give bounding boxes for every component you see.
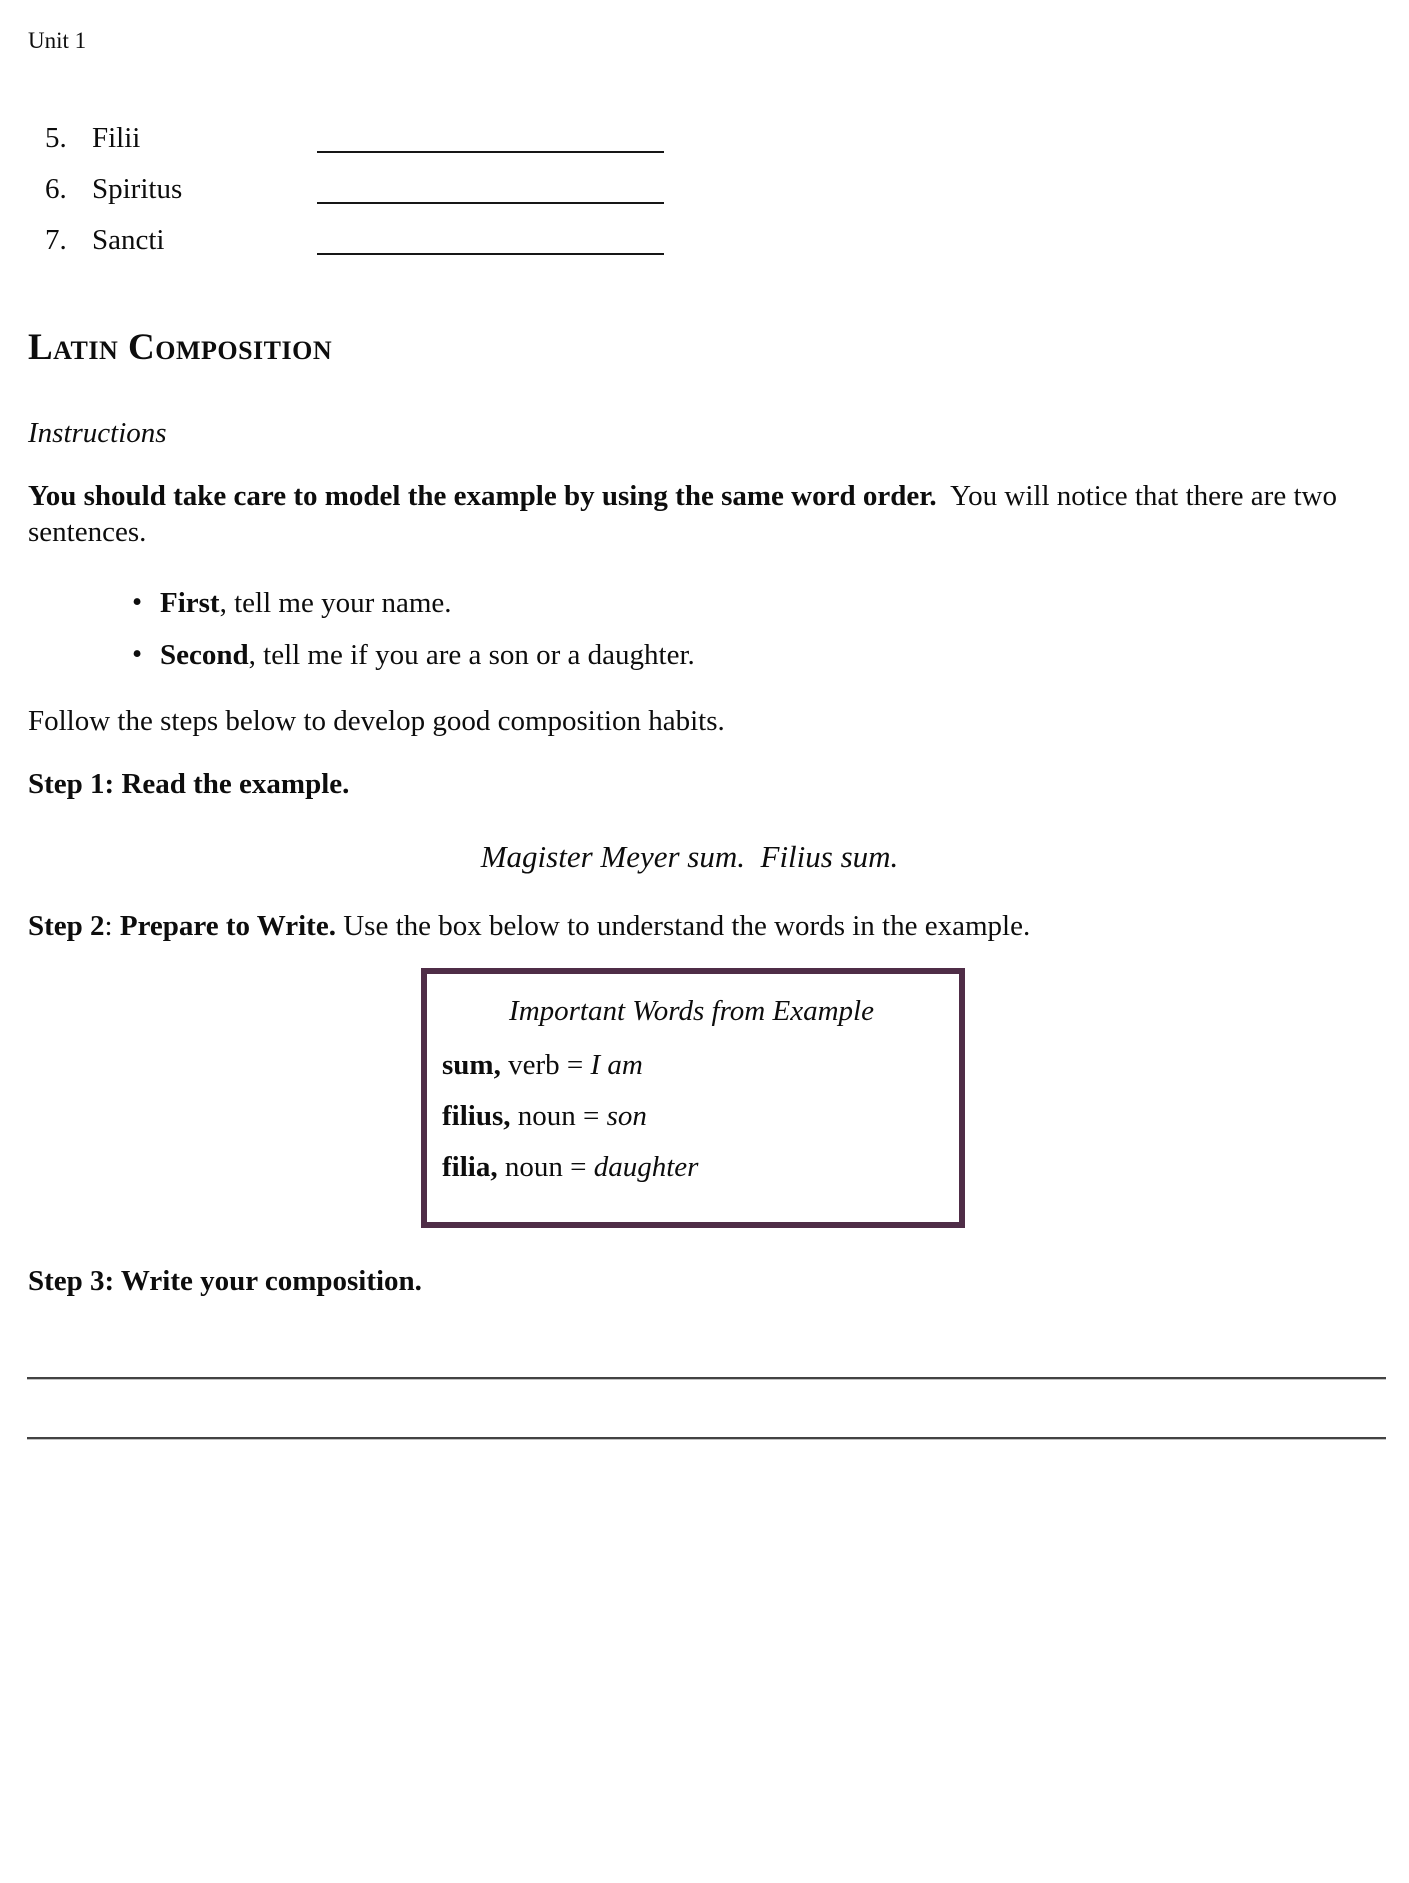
step3-heading: Step 3: Write your composition. [28, 1265, 422, 1297]
latin-word: sum, [442, 1049, 501, 1081]
step2-description: Use the box below to understand the words in the example. [335, 910, 1031, 942]
important-words-box [421, 968, 965, 1228]
instruction-bullets [28, 585, 1351, 673]
vocab-word: Filii [92, 122, 141, 154]
instructions-label: Instructions [28, 417, 167, 449]
follow-steps-text: Follow the steps below to develop good composition habits. [28, 705, 725, 737]
bullet-text: , tell me if you are a son or a daughter. [248, 639, 695, 671]
intro-regular-text: You will notice that there are two sentences. [28, 480, 1345, 548]
step1-heading: Step 1: Read the example. [28, 768, 350, 800]
bullet-lead: Second [160, 639, 249, 671]
vocab-list [28, 118, 1351, 271]
part-of-speech: noun = [510, 1100, 607, 1132]
meaning: daughter [593, 1151, 699, 1183]
word-box-title: Important Words from Example [509, 995, 874, 1027]
answer-blank[interactable] [317, 202, 664, 204]
writing-line-1[interactable] [27, 1377, 1386, 1379]
intro-bold-text: You should take care to model the example by using the same word order. [28, 480, 937, 512]
step2-label: Step 2 [28, 910, 105, 942]
bullet-second [28, 637, 1351, 673]
vocab-item-7 [45, 220, 1351, 271]
step2-heading [28, 908, 1351, 944]
bullet-icon: • [132, 638, 143, 670]
vocab-number: 7. [45, 224, 67, 256]
step2-subtitle: Prepare to Write. [119, 910, 336, 942]
bullet-lead: First [160, 587, 220, 619]
vocab-item-5 [45, 118, 1351, 169]
word-box-entries [442, 1040, 941, 1193]
writing-line-2[interactable] [27, 1437, 1386, 1439]
example-sentence: Magister Meyer sum. Filius sum. [480, 839, 899, 874]
word-entry-filia [442, 1142, 941, 1193]
step2-colon: : [104, 910, 120, 942]
vocab-number: 5. [45, 122, 67, 154]
word-entry-sum [442, 1040, 941, 1091]
section-title: Latin Composition [28, 327, 333, 368]
latin-word: filius, [442, 1100, 511, 1132]
part-of-speech: verb = [500, 1049, 591, 1081]
meaning: I am [590, 1049, 643, 1081]
vocab-word: Spiritus [92, 173, 183, 205]
vocab-item-6 [45, 169, 1351, 220]
bullet-first [28, 585, 1351, 621]
meaning: son [606, 1100, 647, 1132]
unit-label: Unit 1 [28, 28, 87, 53]
vocab-word: Sancti [92, 224, 165, 256]
part-of-speech: noun = [497, 1151, 594, 1183]
composition-writing-area [28, 1377, 1351, 1439]
vocab-number: 6. [45, 173, 67, 205]
latin-word: filia, [442, 1151, 498, 1183]
answer-blank[interactable] [317, 253, 664, 255]
word-entry-filius [442, 1091, 941, 1142]
bullet-icon: • [132, 586, 143, 618]
answer-blank[interactable] [317, 151, 664, 153]
bullet-text: , tell me your name. [219, 587, 452, 619]
intro-paragraph [28, 478, 1351, 550]
